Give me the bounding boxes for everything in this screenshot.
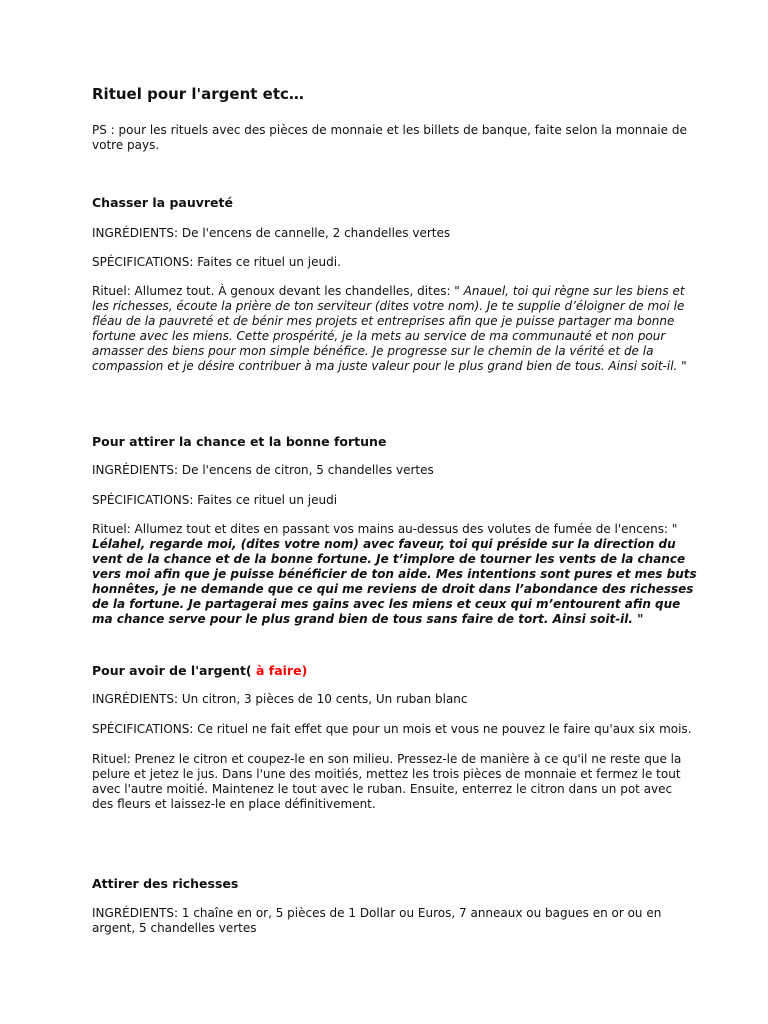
ingredients-line: INGRÉDIENTS: 1 chaîne en or, 5 pièces de 1 Dollar ou Euros, 7 anneaux ou bagues en or ou en bbox=[92, 906, 662, 920]
section-heading-attirer-chance: Pour attirer la chance et la bonne fortune bbox=[92, 434, 387, 449]
prayer-line: Lélahel, regarde moi, (dites votre nom) avec faveur, toi qui préside sur la direction du bbox=[92, 537, 676, 551]
prayer-line: les richesses, écoute la prière de ton serviteur (dites votre nom). Je te supplie d’éloigner de moi le bbox=[92, 299, 685, 313]
prayer-line: amasser des biens pour mon simple bénéfice. Je progresse sur le chemin de la vérité et de la bbox=[92, 344, 654, 358]
prayer-line: vent de la chance et de la bonne fortune. Je t’implore de tourner les vents de la chance bbox=[92, 552, 686, 566]
document-title: Rituel pour l'argent etc… bbox=[92, 85, 304, 103]
ingredients-line: argent, 5 chandelles vertes bbox=[92, 921, 257, 935]
section-heading-chasser-pauvrete: Chasser la pauvreté bbox=[92, 195, 233, 210]
ritual-paragraph bbox=[92, 284, 687, 374]
ritual-line: Rituel: Prenez le citron et coupez-le en son milieu. Pressez-le de manière à ce qu'il ne reste que la bbox=[92, 752, 682, 766]
heading-text: Pour avoir de l'argent( bbox=[92, 663, 252, 678]
specifications-line: SPÉCIFICATIONS: Ce rituel ne fait effet que pour un mois et vous ne pouvez le faire qu'aux six mois. bbox=[92, 722, 692, 736]
ritual-line: avec l'autre moitié. Maintenez le tout avec le ruban. Ensuite, enterrez le citron dans un pot avec bbox=[92, 782, 673, 796]
ritual-prefix: Rituel: Allumez tout. À genoux devant les chandelles, dites: " bbox=[92, 284, 464, 298]
prayer-text: Anauel, toi qui règne sur les biens et bbox=[463, 284, 685, 298]
prayer-line: fléau de la pauvreté et de bénir mes projets et entreprises afin que je puisse partager ma bonne bbox=[92, 314, 675, 328]
section-heading-avoir-argent bbox=[92, 663, 307, 679]
ritual-prefix: Rituel: Allumez tout et dites en passant vos mains au-dessus des volutes de fumée de l'encens: " bbox=[92, 522, 678, 536]
prayer-line: honnêtes, je ne demande que ce qui me reviens de droit dans l’abondance des richesses bbox=[92, 582, 694, 596]
ingredients-line: INGRÉDIENTS: De l'encens de cannelle, 2 chandelles vertes bbox=[92, 226, 451, 240]
prayer-line: vers moi afin que je puisse bénéficier de ton aide. Mes intentions sont pures et mes buts bbox=[92, 567, 697, 581]
ingredients-paragraph bbox=[92, 906, 682, 936]
intro-line: PS : pour les rituels avec des pièces de monnaie et les billets de banque, faite selon la monnaie de bbox=[92, 123, 687, 137]
prayer-line: ma chance serve pour le plus grand bien de tous sans faire de tort. Ainsi soit-il. " bbox=[92, 612, 644, 626]
ingredients-line: INGRÉDIENTS: Un citron, 3 pièces de 10 cents, Un ruban blanc bbox=[92, 692, 468, 706]
prayer-line: de la fortune. Je partagerai mes gains avec les miens et ceux qui m’entourent afin que bbox=[92, 597, 681, 611]
specifications-line: SPÉCIFICATIONS: Faites ce rituel un jeudi. bbox=[92, 255, 341, 269]
ritual-paragraph bbox=[92, 752, 682, 812]
prayer-line: fortune avec les miens. Cette prospérité, je la mets au service de ma communauté et non pour bbox=[92, 329, 666, 343]
ritual-line: des fleurs et laissez-le en place définitivement. bbox=[92, 797, 376, 811]
ingredients-line: INGRÉDIENTS: De l'encens de citron, 5 chandelles vertes bbox=[92, 463, 434, 477]
prayer-line: compassion et je désire contribuer à ma juste valeur pour le plus grand bien de tous. Ainsi soit-il. " bbox=[92, 359, 687, 373]
intro-line: votre pays. bbox=[92, 138, 160, 152]
ritual-paragraph bbox=[92, 522, 697, 627]
todo-note: à faire) bbox=[251, 663, 308, 678]
specifications-line: SPÉCIFICATIONS: Faites ce rituel un jeudi bbox=[92, 493, 338, 507]
ritual-line bbox=[92, 284, 685, 299]
section-heading-attirer-richesses: Attirer des richesses bbox=[92, 876, 239, 891]
intro-paragraph bbox=[92, 123, 687, 153]
ritual-line: pelure et jetez le jus. Dans l'une des moitiés, mettez les trois pièces de monnaie et fermez le tout bbox=[92, 767, 681, 781]
